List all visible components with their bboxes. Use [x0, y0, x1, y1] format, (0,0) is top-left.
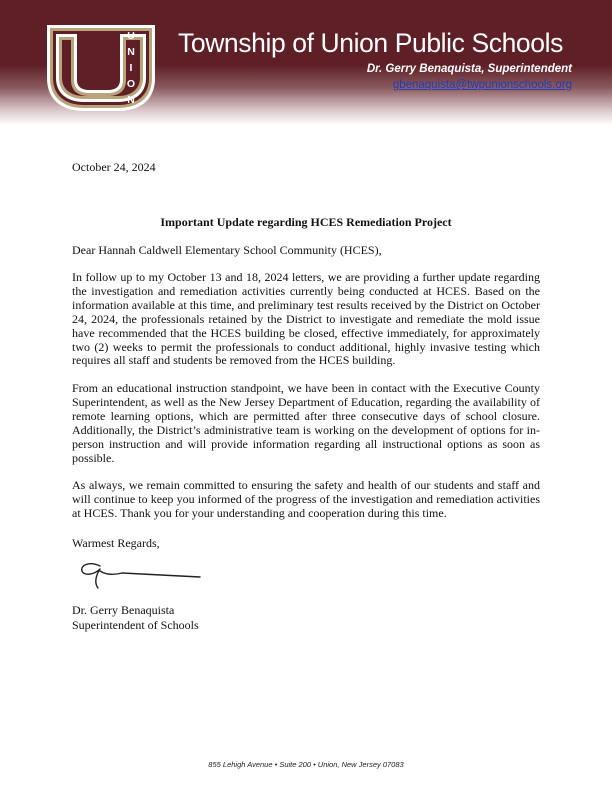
signer-title: Superintendent of Schools: [72, 617, 199, 632]
letter-subject: Important Update regarding HCES Remediation Project: [160, 215, 452, 229]
signer-name: Dr. Gerry Benaquista: [72, 603, 175, 617]
logo-letter: U: [127, 30, 135, 42]
logo-letter: N: [127, 46, 135, 58]
letterhead: [0, 0, 612, 125]
logo-letter: O: [126, 78, 136, 90]
school-name: Township of Union Public Schools: [178, 28, 563, 58]
union-u-logo: [44, 22, 158, 114]
footer-address: 855 Lehigh Avenue • Suite 200 • Union, New Jersey 07083: [208, 760, 404, 769]
logo-letter: I: [129, 62, 133, 74]
email-link[interactable]: gbenaquista@twpunionschools.org: [392, 79, 572, 91]
body-paragraph: From an educational instruction standpoint, we have been in contact with the Executive County Superintendent, as well as the New Jersey Department of Education, regarding the availability of remote learning options, which are permitted after three consecutive days of school closure. Additionally, the District’s administrative team is working on the development of options for in-person instruction and will provide information regarding all instructional options as soon as possible.: [72, 381, 540, 465]
closing: Warmest Regards,: [72, 536, 160, 550]
superintendent-line: Dr. Gerry Benaquista, Superintendent: [366, 63, 572, 75]
body-paragraph: In follow up to my October 13 and 18, 2024 letters, we are providing a further update regarding the investigation and remediation activities currently being conducted at HCES. Based on the information available at this time, and preliminary test results received by the District on October 24, 2024, the professionals retained by the District to investigate and remediate the mold issue have recommended that the HCES building be closed, effective immediately, for approximately two (2) weeks to permit the professionals to conduct additional, highly invasive testing which requires all staff and students be removed from the HCES building.: [72, 270, 540, 368]
signer-block: [72, 603, 199, 632]
logo-letter: N: [127, 94, 135, 106]
logo-wordmark: [124, 28, 138, 108]
body-paragraph: As always, we remain committed to ensuring the safety and health of our students and staff and will continue to keep you informed of the progress of the investigation and remediation activities at HCES. Thank you for your understanding and cooperation during this time.: [72, 478, 540, 520]
signature-image: [76, 557, 206, 593]
salutation: Dear Hannah Caldwell Elementary School Community (HCES),: [72, 243, 382, 257]
letter-date: October 24, 2024: [72, 160, 156, 174]
